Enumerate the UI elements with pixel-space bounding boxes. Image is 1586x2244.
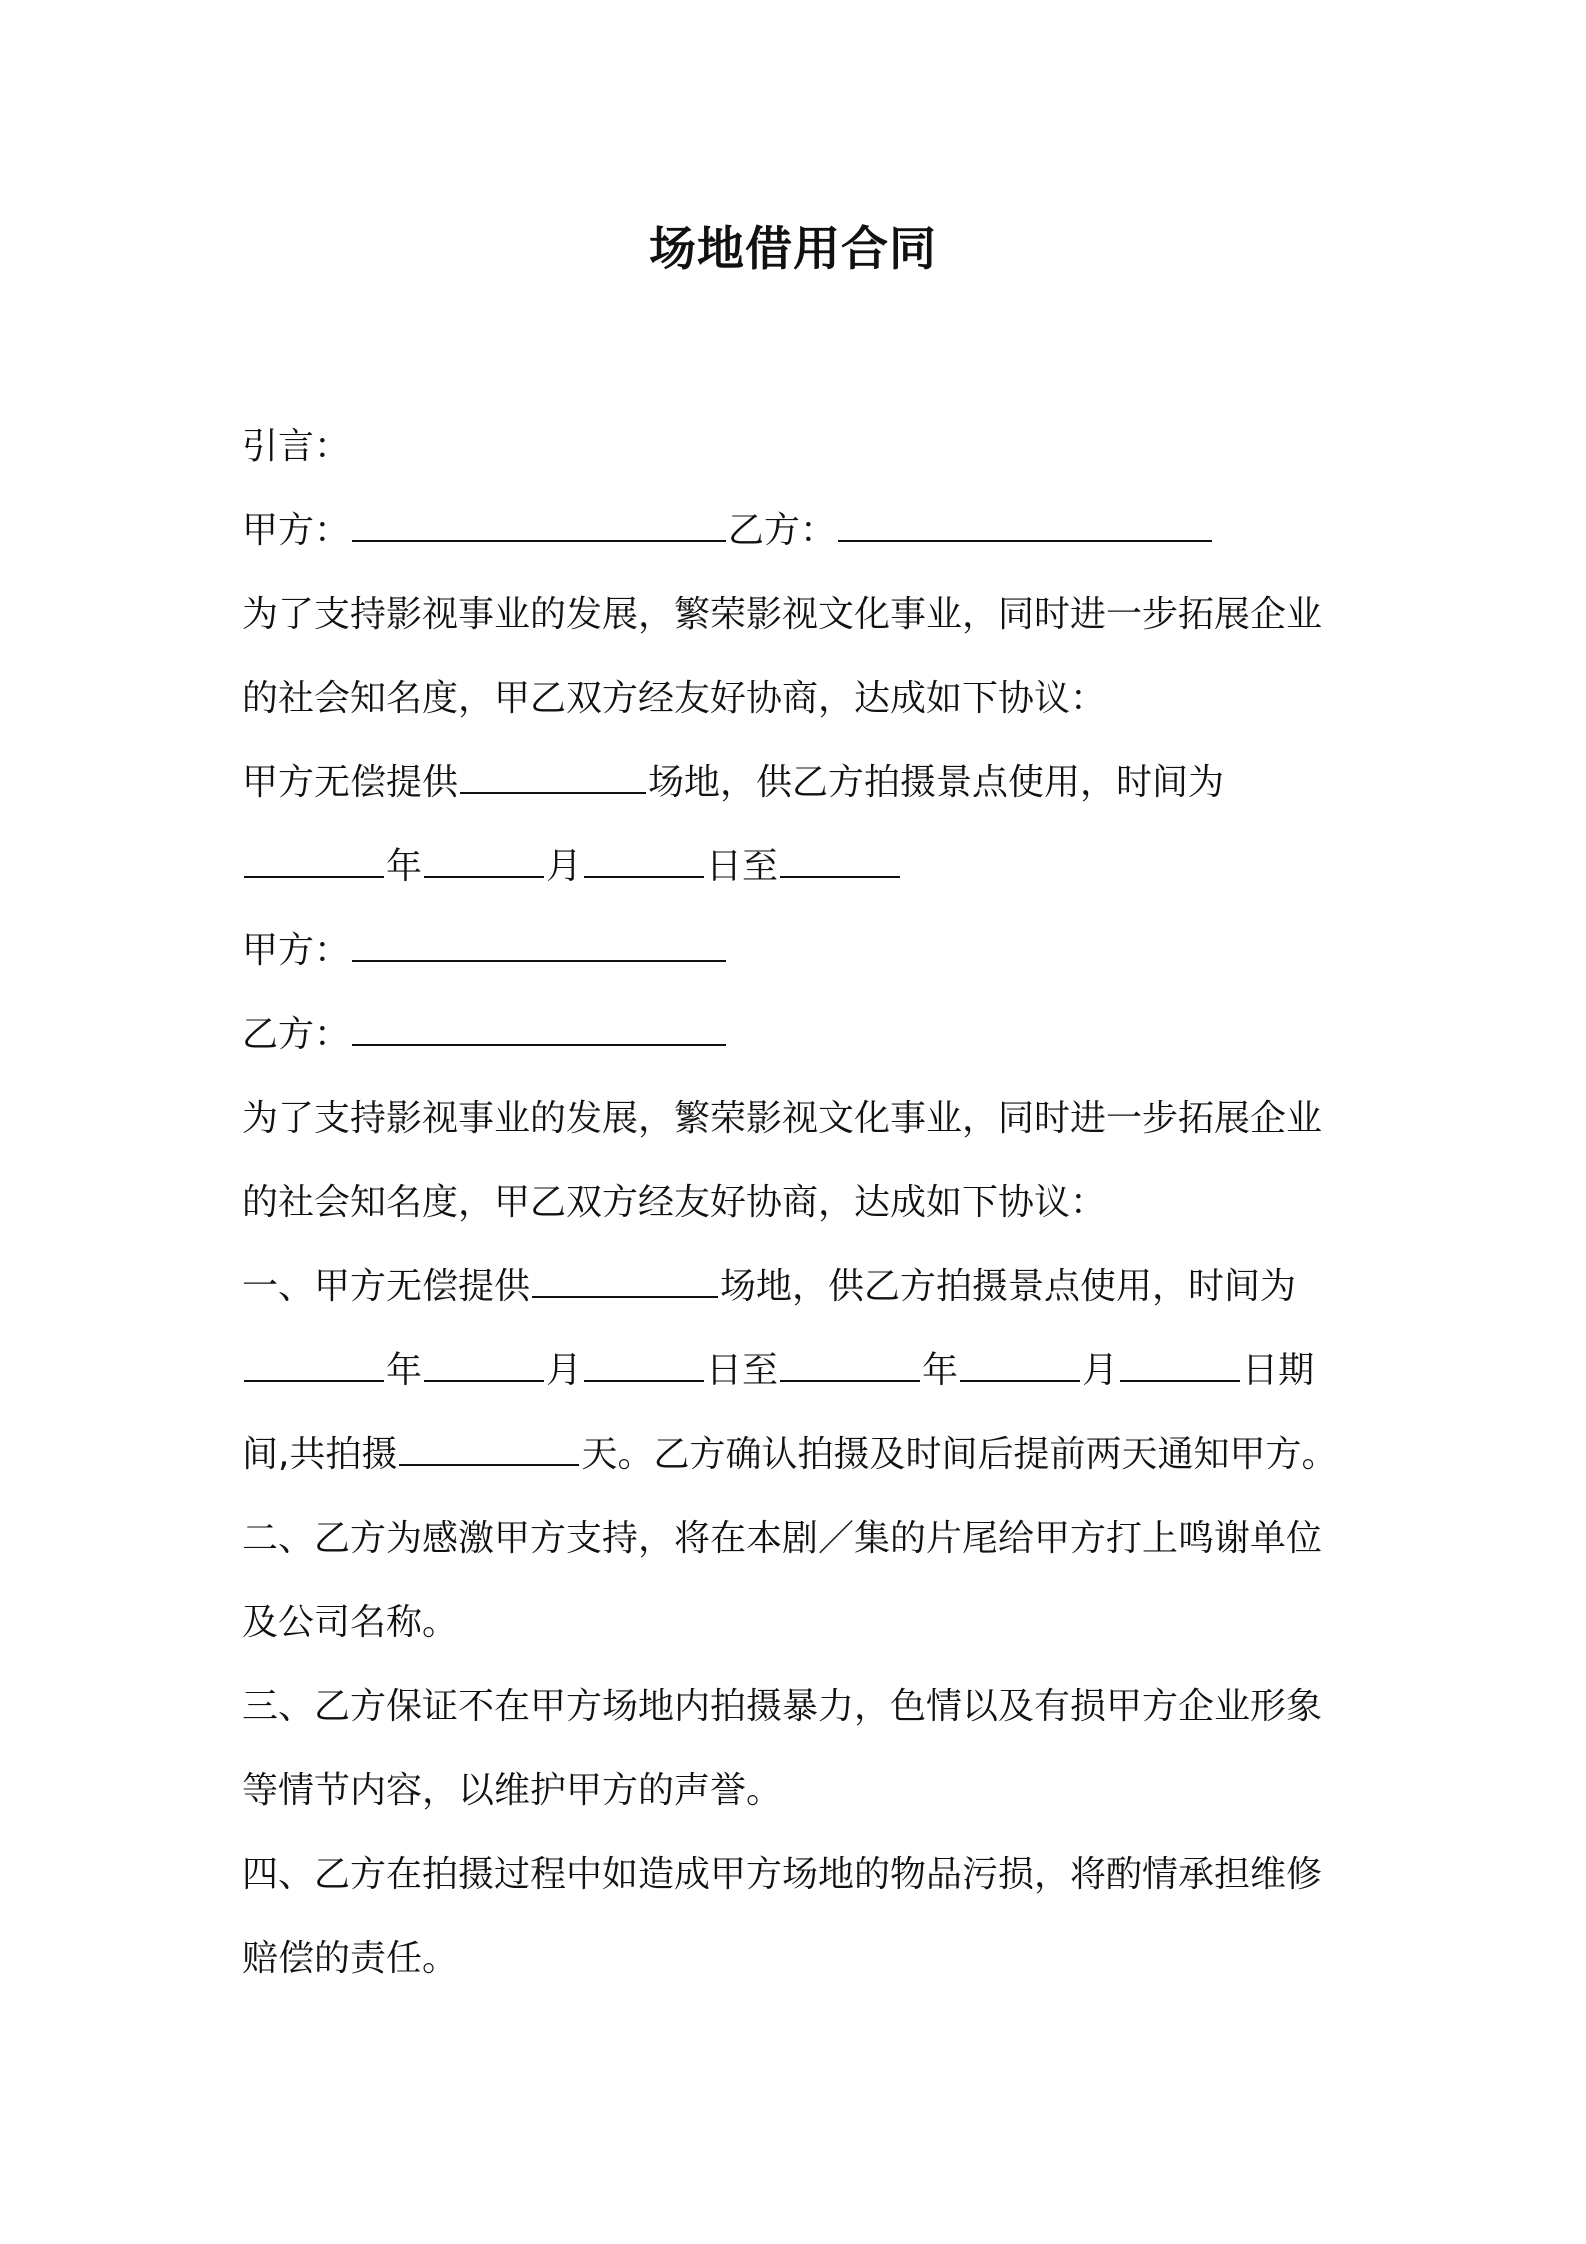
end-year-label: 年 <box>922 1350 959 1391</box>
intro-label: 引言： <box>242 426 351 467</box>
clause-4-line-1: 四、乙方在拍摄过程中如造成甲方场地的物品污损，将酌情承担维修 <box>242 1854 1323 1895</box>
day-to-label-2: 日至 <box>706 1350 779 1391</box>
parties-line <box>242 489 1362 573</box>
day-period-label: 日期 <box>1242 1350 1315 1391</box>
party-a-label-2: 甲方： <box>242 930 351 971</box>
purpose2-line-2: 的社会知名度，甲乙双方经友好协商，达成如下协议： <box>242 1182 1107 1223</box>
purpose-line-1: 为了支持影视事业的发展，繁荣影视文化事业，同时进一步拓展企业 <box>242 594 1323 635</box>
venue-blank[interactable] <box>460 758 646 794</box>
clause-1-venue-blank[interactable] <box>532 1262 718 1298</box>
purpose-line-2: 的社会知名度，甲乙双方经友好协商，达成如下协议： <box>242 678 1107 719</box>
day-blank[interactable] <box>584 842 704 878</box>
clause-4-line-2: 赔偿的责任。 <box>242 1938 459 1979</box>
year-blank[interactable] <box>244 842 384 878</box>
party-b-label: 乙方： <box>728 510 837 551</box>
start-month-blank[interactable] <box>424 1346 544 1382</box>
day-to-label: 日至 <box>706 846 779 887</box>
provide-text-rest: 场地，供乙方拍摄景点使用，时间为 <box>648 762 1225 803</box>
clause-2-line-2: 及公司名称。 <box>242 1602 459 1643</box>
month-blank[interactable] <box>424 842 544 878</box>
party-a-label: 甲方： <box>242 510 351 551</box>
month-label: 月 <box>546 846 583 887</box>
party-b-blank[interactable] <box>838 506 1212 542</box>
clause-1-line-1 <box>242 1245 1362 1329</box>
clause-1-text: 一、甲方无偿提供 <box>242 1266 531 1307</box>
start-year-label: 年 <box>386 1350 423 1391</box>
start-day-blank[interactable] <box>584 1346 704 1382</box>
intro-line <box>242 405 1362 489</box>
end-day-blank[interactable] <box>1120 1346 1240 1382</box>
start-month-label: 月 <box>546 1350 583 1391</box>
days-blank[interactable] <box>399 1430 579 1466</box>
clause-1-line-2 <box>242 1329 1362 1413</box>
document-title: 场地借用合同 <box>649 222 937 277</box>
clause-2-line-1: 二、乙方为感激甲方支持，将在本剧／集的片尾给甲方打上鸣谢单位 <box>242 1518 1323 1559</box>
party-a-blank-2[interactable] <box>352 926 726 962</box>
clause-3-line-1: 三、乙方保证不在甲方场地内拍摄暴力，色情以及有损甲方企业形象 <box>242 1686 1323 1727</box>
party-b-label-2: 乙方： <box>242 1014 351 1055</box>
clause-1-notice-text: 天。乙方确认拍摄及时间后提前两天通知甲方。 <box>581 1434 1338 1475</box>
provide-line <box>242 741 1362 825</box>
party-b-line <box>242 993 1362 1077</box>
date-line <box>242 825 1362 909</box>
party-b-blank-2[interactable] <box>352 1010 726 1046</box>
end-blank[interactable] <box>780 842 900 878</box>
party-a-blank[interactable] <box>352 506 726 542</box>
clause-1-line-3 <box>242 1413 1362 1497</box>
end-month-label: 月 <box>1082 1350 1119 1391</box>
end-month-blank[interactable] <box>960 1346 1080 1382</box>
start-year-blank[interactable] <box>244 1346 384 1382</box>
end-year-blank[interactable] <box>780 1346 920 1382</box>
purpose2-line-1: 为了支持影视事业的发展，繁荣影视文化事业，同时进一步拓展企业 <box>242 1098 1323 1139</box>
document-body <box>242 405 1362 2001</box>
clause-3-line-2: 等情节内容，以维护甲方的声誉。 <box>242 1770 783 1811</box>
year-label: 年 <box>386 846 423 887</box>
clause-1-duration-text: 间,共拍摄 <box>242 1434 398 1475</box>
provide-text: 甲方无偿提供 <box>242 762 459 803</box>
party-a-line <box>242 909 1362 993</box>
clause-1-text-rest: 场地，供乙方拍摄景点使用，时间为 <box>720 1266 1297 1307</box>
